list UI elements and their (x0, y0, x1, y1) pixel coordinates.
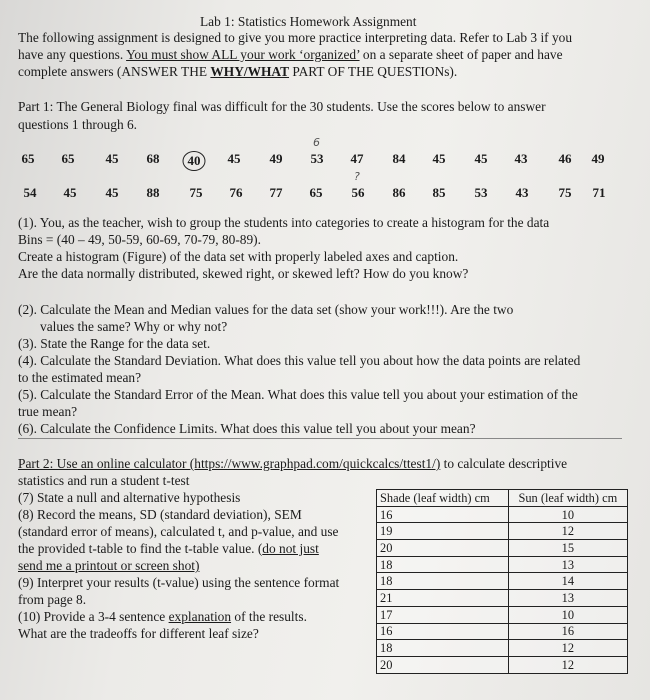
score-cell: 77 (269, 185, 283, 200)
part2-line-2: statistics and run a student t-test (18, 473, 190, 488)
intro-line-2 (18, 47, 563, 63)
handwritten-question-annotation: ? (354, 170, 360, 183)
score-cell: 46 (558, 151, 572, 166)
question-10-line-1c: of the results. (231, 609, 307, 624)
score-cell: 71 (592, 185, 606, 200)
sun-cell: 14 (508, 573, 627, 590)
score-cell: 45 (105, 151, 119, 166)
question-9-line-2: from page 8. (18, 592, 87, 607)
table-header-row (377, 490, 628, 507)
handwritten-6-annotation: 6 (313, 136, 320, 149)
question-2-line-2: values the same? Why or why not? (40, 319, 228, 334)
intro-line-1: The following assignment is designed to give you more practice interpreting data. Refer to Lab 3 if you (18, 30, 573, 45)
score-cell: 45 (105, 185, 119, 200)
question-8-line-3a: the provided t-table to find the t-table value. ( (18, 541, 263, 556)
question-8-do-not-just: do not just (262, 541, 319, 556)
question-9-line-1: (9) Interpret your results (t-value) using the sentence format (18, 575, 340, 590)
score-cell: 49 (269, 151, 283, 166)
shade-cell: 18 (377, 573, 509, 590)
score-cell: 68 (146, 151, 160, 166)
column-header-shade: Shade (leaf width) cm (377, 490, 509, 507)
sun-cell: 13 (508, 590, 627, 607)
question-10-explanation: explanation (168, 609, 232, 624)
score-cell: 45 (227, 151, 241, 166)
table-row (377, 590, 628, 607)
question-6: (6). Calculate the Confidence Limits. What does this value tell you about your mean? (18, 421, 476, 436)
part2-line-1b: to calculate descriptive (440, 456, 568, 471)
table-row (377, 656, 628, 673)
question-10-line-1a: (10) Provide a 3-4 sentence (18, 609, 169, 624)
question-2-line-1: (2). Calculate the Mean and Median values for the data set (show your work!!!). Are the two (18, 302, 514, 317)
page-title: Lab 1: Statistics Homework Assignment (200, 14, 417, 29)
question-4-line-1: (4). Calculate the Standard Deviation. What does this value tell you about how the data points are related (18, 353, 581, 368)
score-cell: 43 (515, 185, 529, 200)
sun-cell: 10 (508, 506, 627, 523)
score-cell: 45 (474, 151, 488, 166)
score-cell: 65 (21, 151, 35, 166)
score-cell: 75 (189, 185, 203, 200)
section-divider (18, 438, 622, 439)
score-cell: 65 (309, 185, 323, 200)
score-cell: 88 (146, 185, 160, 200)
score-cell-circled: 40 (183, 151, 206, 171)
score-cell: 75 (558, 185, 572, 200)
table-row (377, 506, 628, 523)
table-row (377, 623, 628, 640)
part1-line-2: questions 1 through 6. (18, 117, 138, 132)
question-1-line-3: Create a histogram (Figure) of the data set with properly labeled axes and caption. (18, 249, 459, 264)
table-row (377, 556, 628, 573)
part1-line-1: Part 1: The General Biology final was difficult for the 30 students. Use the scores below to answer (18, 99, 546, 114)
score-cell: 53 (474, 185, 488, 200)
part2-line-1 (18, 456, 567, 472)
score-cell: 85 (432, 185, 446, 200)
table-row (377, 640, 628, 657)
sun-cell: 13 (508, 556, 627, 573)
score-cell: 76 (229, 185, 243, 200)
score-cell: 43 (514, 151, 528, 166)
shade-cell: 19 (377, 523, 509, 540)
shade-cell: 18 (377, 556, 509, 573)
intro-line-3 (18, 64, 457, 80)
question-8-line-4: send me a printout or screen shot) (18, 558, 200, 573)
shade-cell: 16 (377, 623, 509, 640)
sun-cell: 10 (508, 606, 627, 623)
score-cell: 65 (61, 151, 75, 166)
question-3: (3). State the Range for the data set. (18, 336, 211, 351)
leaf-width-table (376, 489, 628, 674)
shade-cell: 16 (377, 506, 509, 523)
shade-cell: 18 (377, 640, 509, 657)
sun-cell: 15 (508, 540, 627, 557)
table-row (377, 523, 628, 540)
sun-cell: 12 (508, 523, 627, 540)
score-cell: 56 (351, 185, 365, 200)
score-cell: 86 (392, 185, 406, 200)
table-row (377, 540, 628, 557)
question-10-line-1 (18, 609, 307, 625)
table-row (377, 573, 628, 590)
question-5-line-2: true mean? (18, 404, 78, 419)
sun-cell: 12 (508, 656, 627, 673)
score-cell: 49 (591, 151, 605, 166)
score-cell: 54 (23, 185, 37, 200)
intro-instruction-underlined: You must show ALL your work ‘organized’ (126, 47, 360, 62)
question-8-line-2: (standard error of means), calculated t, and p-value, and use (18, 524, 339, 539)
shade-cell: 17 (377, 606, 509, 623)
question-8-line-3 (18, 541, 319, 557)
score-cell: 47 (350, 151, 364, 166)
shade-cell: 20 (377, 656, 509, 673)
table-row (377, 606, 628, 623)
question-10-line-2: What are the tradeoffs for different leaf size? (18, 626, 259, 641)
question-1-line-4: Are the data normally distributed, skewed right, or skewed left? How do you know? (18, 266, 469, 281)
sun-cell: 12 (508, 640, 627, 657)
score-cell: 53 (310, 151, 324, 166)
question-1-line-2: Bins = (40 – 49, 50-59, 60-69, 70-79, 80-89). (18, 232, 261, 247)
intro-why-what: WHY/WHAT (210, 64, 290, 79)
score-cell: 45 (432, 151, 446, 166)
part2-calculator-link[interactable]: Part 2: Use an online calculator (https://www.graphpad.com/quickcalcs/ttest1/) (18, 456, 441, 471)
shade-cell: 21 (377, 590, 509, 607)
question-8-line-1: (8) Record the means, SD (standard deviation), SEM (18, 507, 302, 522)
intro-line-3c: PART OF THE QUESTIONs). (289, 64, 458, 79)
column-header-sun: Sun (leaf width) cm (508, 490, 627, 507)
question-4-line-2: to the estimated mean? (18, 370, 142, 385)
score-cell: 84 (392, 151, 406, 166)
question-5-line-1: (5). Calculate the Standard Error of the Mean. What does this value tell you about your estimation of the (18, 387, 578, 402)
intro-line-3a: complete answers (ANSWER THE (18, 64, 211, 79)
question-7: (7) State a null and alternative hypothesis (18, 490, 241, 505)
score-cell: 45 (63, 185, 77, 200)
question-1-line-1: (1). You, as the teacher, wish to group the students into categories to create a histogram for the data (18, 215, 550, 230)
shade-cell: 20 (377, 540, 509, 557)
sun-cell: 16 (508, 623, 627, 640)
intro-line-2c: on a separate sheet of paper and have (359, 47, 563, 62)
intro-line-2a: have any questions. (18, 47, 127, 62)
